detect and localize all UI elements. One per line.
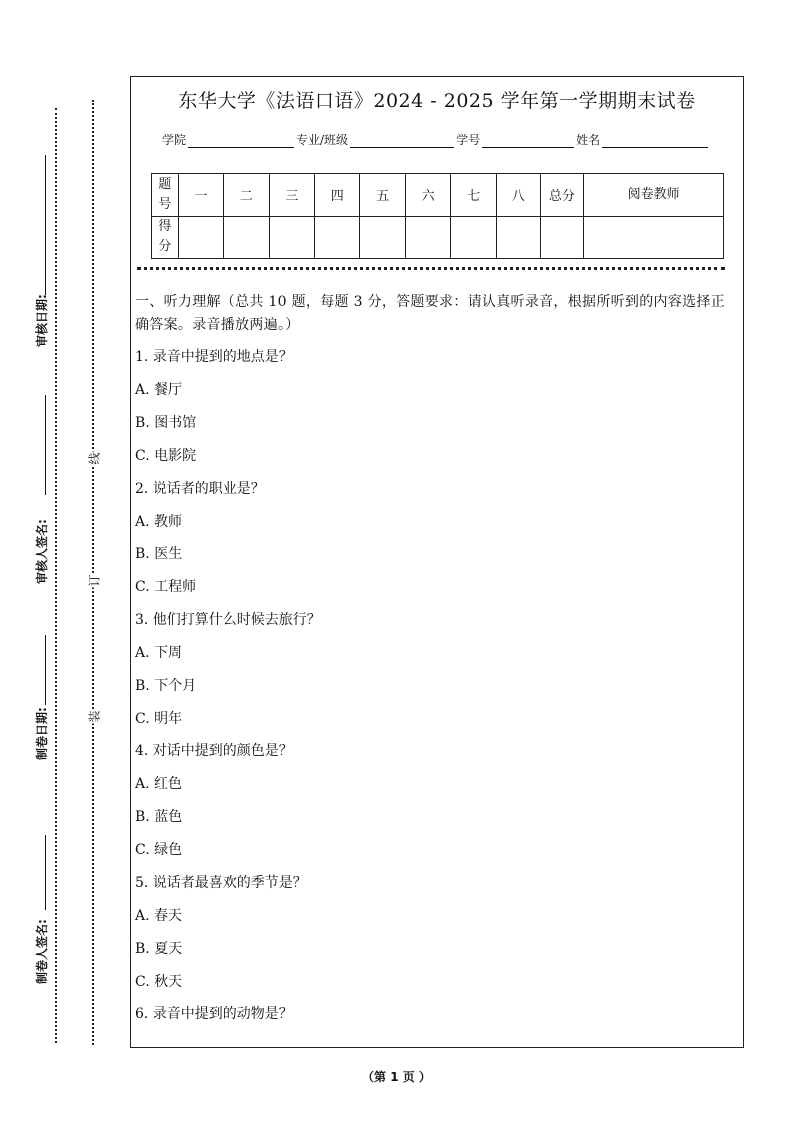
score-cell-7[interactable]: [451, 216, 496, 259]
option-1a: A. 餐厅: [135, 382, 183, 398]
option-4b: B. 蓝色: [135, 809, 183, 825]
question-4: 4. 对话中提到的颜色是？: [135, 743, 293, 759]
option-5a: A. 春天: [135, 908, 183, 924]
exam-content: [135, 291, 735, 1022]
col-2: 二: [224, 174, 269, 217]
review-date-label: 审核日期:: [35, 294, 49, 347]
option-2a: A. 教师: [135, 514, 183, 530]
college-field[interactable]: [188, 133, 294, 148]
dotted-separator: [137, 267, 725, 270]
cut-mark-line: 线: [87, 452, 102, 465]
col-8: 八: [496, 174, 540, 217]
score-cell-2[interactable]: [224, 216, 269, 259]
col-total: 总分: [540, 174, 584, 217]
exam-title: 东华大学《法语口语》2024 - 2025 学年第一学期期末试卷: [178, 90, 696, 112]
col-5: 五: [360, 174, 405, 217]
score-cell-5[interactable]: [360, 216, 405, 259]
option-5b: B. 夏天: [135, 941, 183, 957]
col-3: 三: [269, 174, 314, 217]
question-5: 5. 说话者最喜欢的季节是？: [135, 875, 307, 891]
option-3c: C. 明年: [135, 711, 183, 727]
col-grader: 阅卷教师: [584, 174, 724, 217]
major-class-label: 专业/班级: [296, 133, 349, 147]
score-cell-6[interactable]: [405, 216, 450, 259]
binding-dotted-line-left: [55, 108, 57, 1043]
college-label: 学院: [162, 133, 187, 147]
question-number-header: 题号: [152, 174, 179, 217]
score-cell-1[interactable]: [178, 216, 223, 259]
score-table-score-row: [152, 216, 724, 259]
student-id-field[interactable]: [482, 133, 574, 148]
option-1c: C. 电影院: [135, 448, 197, 464]
option-4a: A. 红色: [135, 776, 183, 792]
option-2c: C. 工程师: [135, 579, 197, 595]
binding-dotted-line-right: [92, 100, 94, 1045]
col-7: 七: [451, 174, 496, 217]
option-1b: B. 图书馆: [135, 415, 197, 431]
maker-sign-label: 制卷人签名:: [35, 919, 49, 984]
score-cell-8[interactable]: [496, 216, 540, 259]
score-cell-4[interactable]: [315, 216, 360, 259]
score-cell-grader[interactable]: [584, 216, 724, 259]
make-date-underline: [45, 635, 46, 705]
section-instruction: 一、听力理解（总共 10 题，每题 3 分，答题要求：请认真听录音，根据所听到的内容选择正确答案。录音播放两遍。）: [135, 294, 726, 333]
col-4: 四: [315, 174, 360, 217]
score-cell-total[interactable]: [540, 216, 584, 259]
option-4c: C. 绿色: [135, 842, 183, 858]
cut-mark-install: 装: [87, 710, 102, 723]
score-row-label: 得分: [152, 216, 179, 259]
option-5c: C. 秋天: [135, 974, 183, 990]
question-1: 1. 录音中提到的地点是？: [135, 349, 293, 365]
reviewer-sign-underline: [45, 395, 46, 495]
option-3a: A. 下周: [135, 645, 183, 661]
cut-mark-bind: 订: [87, 574, 102, 587]
major-class-field[interactable]: [350, 133, 454, 148]
col-6: 六: [405, 174, 450, 217]
question-6: 6. 录音中提到的动物是？: [135, 1006, 293, 1022]
make-date-label: 制卷日期:: [35, 707, 49, 760]
student-id-label: 学号: [456, 133, 481, 147]
col-1: 一: [178, 174, 223, 217]
student-info-row: [162, 131, 710, 148]
page-number: （第 1 页 ）: [362, 1070, 431, 1084]
option-2b: B. 医生: [135, 546, 183, 562]
score-table: [151, 173, 724, 259]
question-2: 2. 说话者的职业是？: [135, 481, 265, 497]
maker-sign-underline: [45, 835, 46, 910]
name-field[interactable]: [602, 133, 708, 148]
name-label: 姓名: [576, 133, 601, 147]
score-cell-3[interactable]: [269, 216, 314, 259]
review-date-underline: [45, 155, 46, 295]
score-table-header-row: [152, 174, 724, 217]
option-3b: B. 下个月: [135, 678, 197, 694]
reviewer-sign-label: 审核人签名:: [35, 519, 49, 584]
question-3: 3. 他们打算什么时候去旅行？: [135, 612, 321, 628]
